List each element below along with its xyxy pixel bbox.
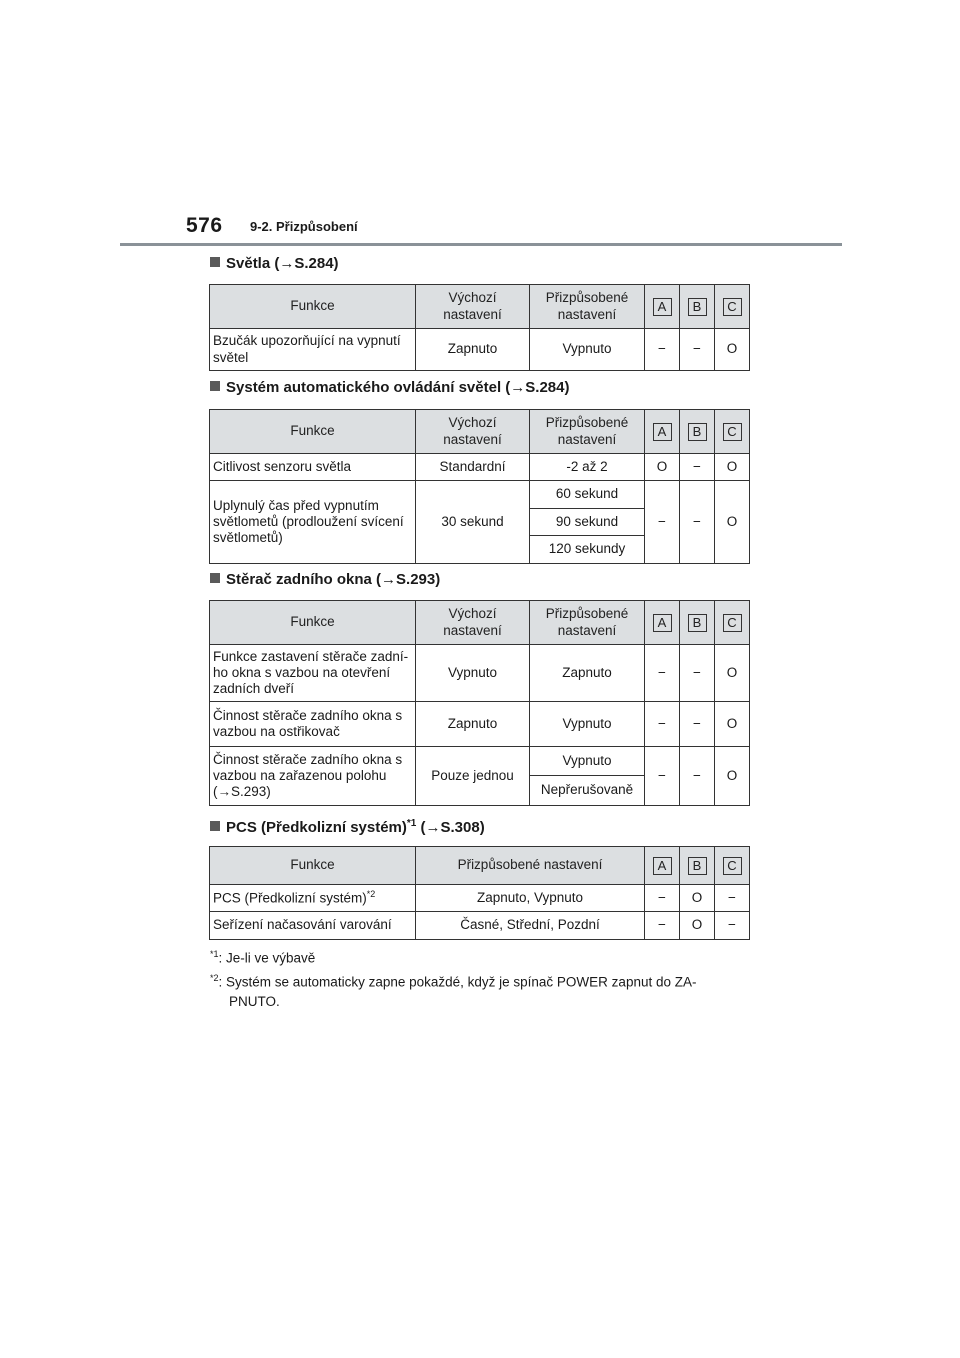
table-row bbox=[210, 912, 750, 940]
cell-b: − bbox=[680, 645, 715, 702]
col-header-c bbox=[715, 410, 750, 454]
abc-box: B bbox=[688, 614, 707, 632]
cell-b: − bbox=[680, 454, 715, 481]
cell-b: − bbox=[680, 481, 715, 564]
cell-a: − bbox=[645, 481, 680, 564]
footnote-mark: *1 bbox=[406, 818, 417, 829]
cell-c: O bbox=[715, 329, 750, 371]
cell-funkce: Funkce zastavení stěrače zadní-ho okna s vazbou na otevření zadních dveří bbox=[210, 645, 416, 702]
abc-box: A bbox=[653, 423, 672, 441]
cell-vychozi: Vypnuto bbox=[416, 645, 530, 702]
bullet-square-icon bbox=[210, 257, 220, 267]
table-svetla bbox=[209, 284, 750, 371]
footnote-2 bbox=[210, 969, 696, 1011]
section-title-ref: (→S.308) bbox=[416, 819, 485, 836]
footnote-text: : Systém se automaticky zapne pokaždé, když je spínač POWER zapnut do ZA- bbox=[218, 974, 697, 990]
abc-box: C bbox=[723, 857, 742, 875]
cell-a: − bbox=[645, 645, 680, 702]
section-title-auto-lights bbox=[210, 379, 569, 396]
cell-a: O bbox=[645, 454, 680, 481]
cell-funkce bbox=[210, 885, 416, 912]
table-row bbox=[210, 747, 750, 776]
cell-c: O bbox=[715, 747, 750, 806]
cell-funkce: Seřízení načasování varování bbox=[210, 912, 416, 940]
abc-box: B bbox=[688, 423, 707, 441]
cell-vychozi: 30 sekund bbox=[416, 481, 530, 564]
cell-prizpusobene: Vypnuto bbox=[530, 702, 645, 747]
cell-vychozi: Pouze jednou bbox=[416, 747, 530, 806]
col-header-a bbox=[645, 285, 680, 329]
col-header-vychozi: Výchozí nastavení bbox=[416, 285, 530, 329]
col-header-c bbox=[715, 601, 750, 645]
section-reference: 9-2. Přizpůsobení bbox=[250, 219, 358, 234]
abc-box: C bbox=[723, 423, 742, 441]
cell-prizpusobene: Časné, Střední, Pozdní bbox=[416, 912, 645, 940]
col-header-prizpusobene: Přizpůsobené nastavení bbox=[530, 410, 645, 454]
cell-option: 60 sekund bbox=[530, 481, 645, 509]
cell-b: − bbox=[680, 702, 715, 747]
cell-c: O bbox=[715, 481, 750, 564]
col-header-funkce: Funkce bbox=[210, 410, 416, 454]
abc-box: C bbox=[723, 614, 742, 632]
cell-funkce: Činnost stěrače zadního okna s vazbou na zařazenou polohu (→S.293) bbox=[210, 747, 416, 806]
col-header-prizpusobene: Přizpůsobené nastavení bbox=[416, 847, 645, 885]
col-header-c bbox=[715, 285, 750, 329]
cell-funkce: Bzučák upozorňující na vypnutí světel bbox=[210, 329, 416, 371]
col-header-b bbox=[680, 410, 715, 454]
cell-funkce: Citlivost senzoru světla bbox=[210, 454, 416, 481]
cell-prizpusobene: Zapnuto bbox=[530, 645, 645, 702]
col-header-vychozi: Výchozí nastavení bbox=[416, 601, 530, 645]
cell-option: 90 sekund bbox=[530, 509, 645, 536]
col-header-prizpusobene: Přizpůsobené nastavení bbox=[530, 601, 645, 645]
cell-b: O bbox=[680, 912, 715, 940]
section-title-text: Stěrač zadního okna (→S.293) bbox=[226, 571, 441, 588]
footnote-1 bbox=[210, 945, 315, 968]
table-row bbox=[210, 329, 750, 371]
cell-option: 120 sekundy bbox=[530, 536, 645, 564]
cell-a: − bbox=[645, 885, 680, 912]
table-rear-wiper bbox=[209, 600, 750, 806]
footnote-mark: *2 bbox=[366, 889, 376, 900]
col-header-funkce: Funkce bbox=[210, 285, 416, 329]
section-title-text: Systém automatického ovládání světel (→S.284) bbox=[226, 379, 570, 396]
abc-box: B bbox=[688, 298, 707, 316]
col-header-vychozi: Výchozí nastavení bbox=[416, 410, 530, 454]
cell-prizpusobene: Zapnuto, Vypnuto bbox=[416, 885, 645, 912]
footnote-text: : Je-li ve výbavě bbox=[218, 950, 316, 966]
col-header-b bbox=[680, 285, 715, 329]
table-row bbox=[210, 454, 750, 481]
page-number: 576 bbox=[186, 214, 223, 237]
cell-text: PCS (Předkolizní systém) bbox=[213, 890, 367, 906]
col-header-a bbox=[645, 410, 680, 454]
cell-vychozi: Zapnuto bbox=[416, 329, 530, 371]
cell-funkce: Činnost stěrače zadního okna s vazbou na ostřikovač bbox=[210, 702, 416, 747]
table-row bbox=[210, 645, 750, 702]
section-title-rear-wiper bbox=[210, 571, 440, 588]
col-header-a bbox=[645, 847, 680, 885]
table-pcs bbox=[209, 846, 750, 940]
cell-vychozi: Zapnuto bbox=[416, 702, 530, 747]
cell-b: O bbox=[680, 885, 715, 912]
cell-c: − bbox=[715, 912, 750, 940]
abc-box: A bbox=[653, 298, 672, 316]
abc-box: C bbox=[723, 298, 742, 316]
cell-c: − bbox=[715, 885, 750, 912]
cell-c: O bbox=[715, 645, 750, 702]
col-header-a bbox=[645, 601, 680, 645]
bullet-square-icon bbox=[210, 821, 220, 831]
col-header-b bbox=[680, 601, 715, 645]
cell-vychozi: Standardní bbox=[416, 454, 530, 481]
footnote-mark: *2 bbox=[210, 973, 219, 983]
col-header-c bbox=[715, 847, 750, 885]
section-title-text: PCS (Předkolizní systém) bbox=[226, 819, 407, 836]
cell-c: O bbox=[715, 702, 750, 747]
cell-option: Vypnuto bbox=[530, 747, 645, 776]
section-title-text: Světla (→S.284) bbox=[226, 255, 339, 272]
cell-a: − bbox=[645, 702, 680, 747]
table-row bbox=[210, 702, 750, 747]
footnote-mark: *1 bbox=[210, 949, 219, 959]
cell-a: − bbox=[645, 747, 680, 806]
bullet-square-icon bbox=[210, 573, 220, 583]
abc-box: A bbox=[653, 857, 672, 875]
cell-a: − bbox=[645, 912, 680, 940]
table-auto-lights bbox=[209, 409, 750, 564]
cell-b: − bbox=[680, 329, 715, 371]
table-row bbox=[210, 481, 750, 509]
cell-option: Nepřerušovaně bbox=[530, 776, 645, 806]
header-rule bbox=[120, 243, 842, 246]
bullet-square-icon bbox=[210, 381, 220, 391]
cell-a: − bbox=[645, 329, 680, 371]
section-title-pcs bbox=[210, 818, 485, 836]
col-header-funkce: Funkce bbox=[210, 847, 416, 885]
cell-prizpusobene: Vypnuto bbox=[530, 329, 645, 371]
cell-c: O bbox=[715, 454, 750, 481]
col-header-prizpusobene: Přizpůsobené nastavení bbox=[530, 285, 645, 329]
col-header-funkce: Funkce bbox=[210, 601, 416, 645]
cell-funkce: Uplynulý čas před vypnutím světlometů (prodloužení svícení světlometů) bbox=[210, 481, 416, 564]
table-row bbox=[210, 885, 750, 912]
abc-box: B bbox=[688, 857, 707, 875]
cell-prizpusobene: -2 až 2 bbox=[530, 454, 645, 481]
cell-b: − bbox=[680, 747, 715, 806]
abc-box: A bbox=[653, 614, 672, 632]
section-title-svetla bbox=[210, 255, 339, 272]
col-header-b bbox=[680, 847, 715, 885]
footnote-text-continued: PNUTO. bbox=[229, 993, 280, 1009]
